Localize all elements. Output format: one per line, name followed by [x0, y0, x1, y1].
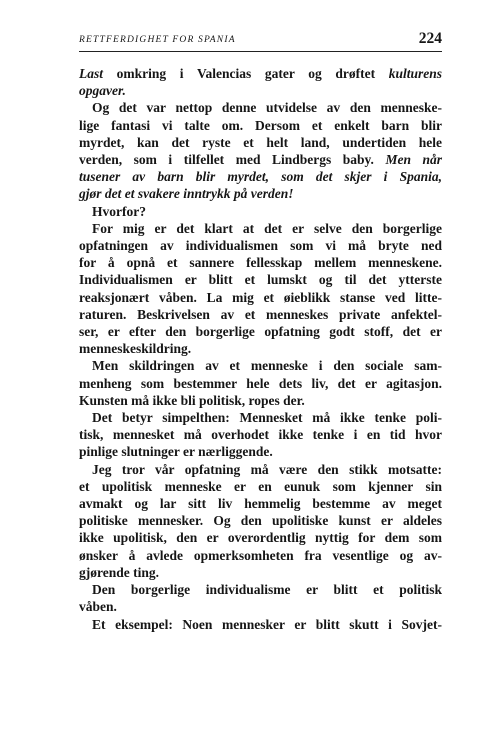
text-line	[79, 340, 442, 357]
text-segment: gjørende ting.	[79, 564, 159, 580]
text-line	[79, 185, 442, 202]
text-segment: Det betyr simpelthen: Mennesket må ikke tenke poli-	[92, 410, 442, 426]
text-segment: Et eksempel: Noen mennesker er blitt skutt i Sovjet-	[92, 616, 442, 632]
text-line	[79, 306, 442, 323]
text-segment: reaksjonært våben. La mig et øieblikk stanse ved litte-	[79, 289, 442, 305]
header-rule	[79, 51, 442, 52]
text-line	[79, 168, 442, 185]
text-line	[79, 375, 442, 392]
text-line	[79, 512, 442, 529]
text-line	[79, 151, 442, 168]
text-line	[79, 117, 442, 134]
text-segment: opfatningen av individualismen som vi må bryte ned	[79, 238, 442, 254]
running-title: RETTFERDIGHET FOR SPANIA	[79, 35, 236, 45]
body-text	[79, 65, 442, 633]
text-segment: Og det var nettop denne utvidelse av den menneske-	[92, 100, 442, 116]
text-segment: Individualismen er blitt et lumskt og til det ytterste	[79, 272, 442, 288]
italic-text-segment: opgaver.	[79, 83, 126, 99]
text-segment: avmakt og lar sitt liv hemmelig bestemme av meget	[79, 496, 442, 512]
text-line	[79, 478, 442, 495]
text-line	[79, 443, 442, 460]
text-line	[79, 220, 442, 237]
italic-text-segment: Last	[79, 66, 104, 81]
text-segment: verden, som i tilfellet med Lindbergs baby.	[79, 152, 386, 168]
text-line	[79, 357, 442, 374]
text-segment: Kunsten må ikke bli politisk, ropes der.	[79, 392, 305, 408]
text-line	[79, 547, 442, 564]
text-segment: Men skildringen av et menneske i den sociale sam-	[92, 358, 442, 374]
text-line	[79, 495, 442, 512]
text-segment: myrdet, kan det ryste et helt land, undertiden hele	[79, 134, 442, 150]
text-segment: menheng som bestemmer hele dets liv, det er agitasjon.	[79, 375, 442, 391]
text-segment: våben.	[79, 599, 117, 615]
text-segment: For mig er det klart at det er selve den borgerlige	[92, 220, 442, 236]
text-segment: lige fantasi vi talte om. Dersom et enkelt barn blir	[79, 117, 442, 133]
text-line	[79, 134, 442, 151]
text-segment: pinlige slutninger er nærliggende.	[79, 444, 273, 460]
text-line	[79, 564, 442, 581]
text-line	[79, 237, 442, 254]
text-line	[79, 99, 442, 116]
text-line	[79, 82, 442, 99]
page-header	[79, 30, 442, 52]
text-segment: for å opnå et sannere fellesskap mellem menneskene.	[79, 255, 442, 271]
text-line	[79, 271, 442, 288]
text-segment: menneskeskildring.	[79, 341, 192, 357]
text-segment: tisk, mennesket må overhodet ikke tenke i en tid hvor	[79, 427, 442, 443]
text-segment: Jeg tror vår opfatning må være den stikk motsatte:	[92, 461, 442, 477]
italic-text-segment: gjør det et svakere inntrykk på verden!	[79, 186, 294, 202]
text-line	[79, 254, 442, 271]
text-line	[79, 65, 442, 82]
text-line	[79, 203, 442, 220]
text-segment: omkring i Valencias gater og drøftet	[103, 66, 389, 81]
text-segment: raturen. Beskrivelsen av et menneskes private anfektel-	[79, 306, 442, 322]
text-segment: Hvorfor?	[92, 203, 146, 219]
text-line	[79, 581, 442, 598]
text-segment: ser, er efter den borgerlige opfatning godt stoff, det er	[79, 324, 442, 340]
text-line	[79, 529, 442, 546]
italic-text-segment: tusener av barn blir myrdet, som det skjer i Spania,	[79, 169, 442, 185]
text-line	[79, 409, 442, 426]
text-line	[79, 598, 442, 615]
text-line	[79, 323, 442, 340]
text-line	[79, 461, 442, 478]
italic-text-segment: Men når	[385, 152, 443, 168]
text-line	[79, 426, 442, 443]
text-line	[79, 289, 442, 306]
page-number: 224	[418, 30, 442, 47]
text-line	[79, 616, 442, 633]
text-segment: Den borgerlige individualisme er blitt et politisk	[92, 582, 442, 598]
text-segment: politiske mennesker. Og den upolitiske kunst er aldeles	[79, 513, 442, 529]
text-segment: ikke upolitisk, den er overordentlig nyttig for dem som	[79, 530, 442, 546]
text-segment: ønsker å avlede opmerksomheten fra vesentlige og av-	[79, 547, 442, 563]
italic-text-segment: kulturens	[388, 66, 442, 81]
text-line	[79, 392, 442, 409]
text-segment: et upolitisk menneske er en eunuk som kjenner sin	[79, 478, 442, 494]
